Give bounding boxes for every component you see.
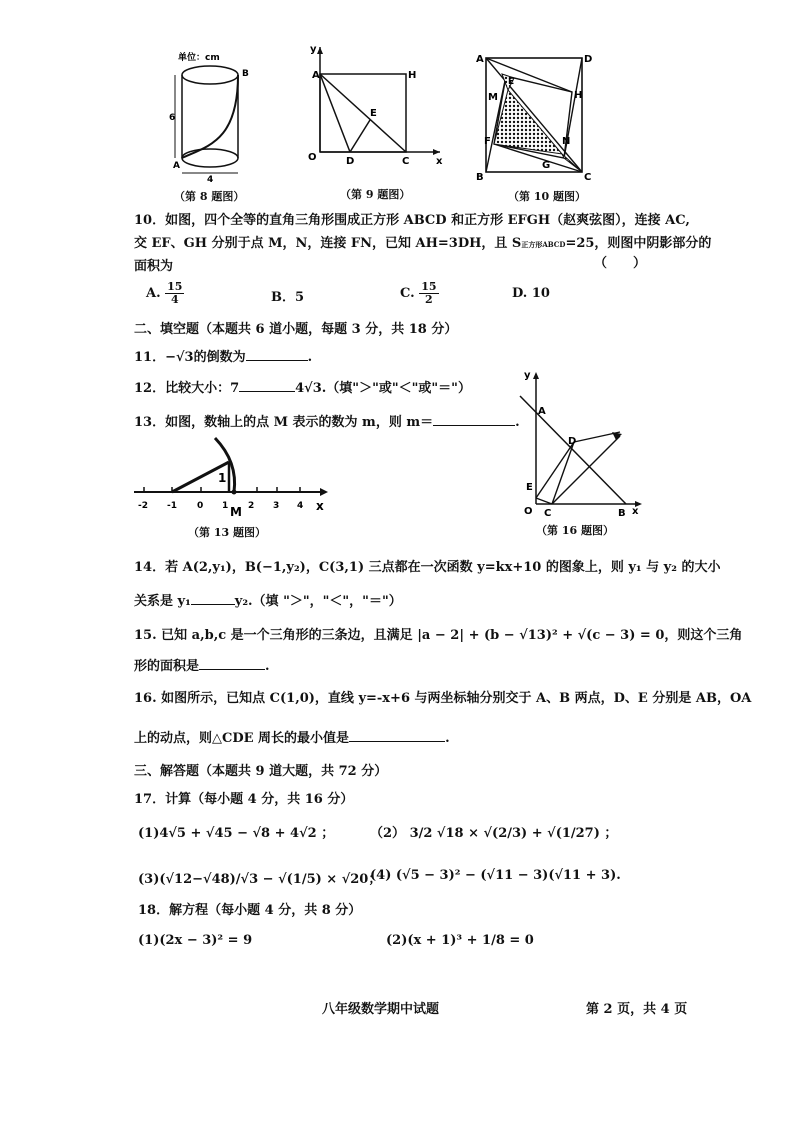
q10-option-a — [146, 281, 184, 306]
fig13-tick-4: 2 — [248, 501, 255, 511]
fig16-x: x — [632, 506, 639, 517]
fig9-o: O — [308, 152, 317, 163]
q10-line2-sub: 正方形ABCD — [521, 240, 566, 249]
q16-line2 — [134, 727, 450, 746]
fig16-a: A — [538, 406, 546, 417]
fig13-one: 1 — [218, 471, 227, 485]
q16-answer-blank[interactable] — [349, 741, 445, 742]
q10-line2-text: 交 EF、GH 分别于点 M，N，连接 FN，已知 AH=3DH，且 S — [134, 236, 522, 251]
q10-option-c-fraction — [419, 281, 438, 306]
fig10-b: B — [476, 172, 484, 183]
zhao-shuang-diagram — [472, 48, 602, 188]
q13-text: 13．如图，数轴上的点 M 表示的数为 m，则 m＝ — [134, 415, 434, 430]
fig10-d: D — [584, 54, 593, 65]
q10-option-c-label: C. — [400, 286, 415, 301]
q11-answer-blank[interactable] — [246, 360, 308, 361]
q12-mid: 4√3 — [295, 381, 322, 396]
fig10-f: F — [484, 136, 491, 147]
figure-10 — [472, 48, 602, 208]
fig16-y: y — [524, 370, 531, 381]
q14-line2 — [134, 590, 402, 609]
fig13-tick-2: 0 — [197, 501, 204, 511]
q18-part2: (2)(x + 1)³ + 1/8 = 0 — [386, 933, 534, 948]
coordinate-diagram-9 — [300, 42, 450, 192]
figure-9 — [300, 42, 450, 207]
fig8-height: 6 — [169, 113, 176, 123]
fig13-tick-6: 4 — [297, 501, 304, 511]
q10-line2 — [134, 232, 711, 251]
fig9-caption: （第 9 题图） — [340, 188, 411, 201]
q10-option-c — [400, 281, 439, 306]
q12-answer-blank[interactable] — [239, 391, 295, 392]
q12 — [134, 377, 471, 396]
footer-title: 八年级数学期中试题 — [322, 1002, 440, 1017]
fig9-a: A — [312, 70, 320, 81]
fig13-tick-0: -2 — [138, 501, 148, 511]
q12-post: .（填"＞"或"＜"或"＝"） — [321, 381, 471, 396]
q17-part3: (3)(√12−√48)/√3 − √(1/5) × √20； — [138, 872, 382, 887]
fig13-caption: （第 13 题图） — [188, 526, 266, 539]
number-line-diagram — [130, 432, 340, 522]
q16-line1: 16. 如图所示，已知点 C(1,0)，直线 y=-x+6 与两坐标轴分别交于 A、B 两点，D、E 分别是 AB，OA — [134, 691, 752, 706]
q13-end: . — [515, 415, 520, 430]
fig9-h: H — [408, 70, 417, 81]
fig16-caption: （第 16 题图） — [536, 524, 614, 537]
q17-part4: (4) (√5 − 3)² − (√11 − 3)(√11 + 3). — [370, 868, 621, 883]
fig13-tick-3: 1 — [222, 501, 229, 511]
q14-line1: 14．若 A(2,y₁)，B(−1,y₂)，C(3,1) 三点都在一次函数 y=kx+10 的图象上，则 y₁ 与 y₂ 的大小 — [134, 560, 721, 575]
q12-pre: 12．比较大小：7 — [134, 381, 240, 396]
section-2-heading: 二、填空题（本题共 6 道小题，每题 3 分，共 18 分） — [134, 322, 458, 337]
fig16-b: B — [618, 508, 626, 518]
q18-title: 18．解方程（每小题 4 分，共 8 分） — [138, 903, 362, 918]
q10-line3: 面积为 — [134, 259, 174, 274]
q15-line1: 15. 已知 a,b,c 是一个三角形的三条边，且满足 |a − 2| + (b − √13)² + √(c − 3) = 0，则这个三角 — [134, 628, 743, 643]
q10-option-d: D. 10 — [512, 286, 550, 301]
q15-line2 — [134, 655, 270, 674]
q16-line2-text: 上的动点，则△CDE 周长的最小值是 — [134, 731, 350, 746]
fig13-tick-1: -1 — [167, 501, 177, 511]
q11 — [134, 346, 312, 365]
fig16-c: C — [544, 508, 552, 518]
q10-option-a-den: 4 — [170, 293, 179, 306]
fig9-x: x — [436, 156, 443, 167]
fig10-m: M — [488, 92, 498, 103]
fig8-caption: （第 8 题图） — [174, 190, 245, 203]
q14-answer-blank[interactable] — [191, 604, 235, 605]
fig13-x: x — [316, 499, 324, 513]
q10-option-a-label: A. — [146, 286, 161, 301]
q10-paren: （ ） — [594, 256, 647, 271]
fig16-d: D — [568, 436, 577, 447]
q13-answer-blank[interactable] — [433, 425, 515, 426]
fig8-width: 4 — [207, 175, 214, 185]
fig9-e: E — [370, 108, 377, 119]
fig10-a: A — [476, 54, 484, 65]
fig10-e: E — [508, 77, 515, 87]
footer-page-number: 第 2 页，共 4 页 — [586, 1002, 688, 1017]
section-3-heading: 三、解答题（本题共 9 道大题，共 72 分） — [134, 764, 388, 779]
fig8-label-b: B — [242, 69, 249, 79]
q10-option-b: B．5 — [271, 290, 305, 305]
fig16-e: E — [526, 482, 533, 493]
q13 — [134, 411, 520, 430]
q11-pre: 11．−√3 — [134, 350, 194, 365]
q18-part1: (1)(2x − 3)² = 9 — [138, 933, 253, 948]
fig10-caption: （第 10 题图） — [508, 190, 586, 203]
q15-line2-text: 形的面积是 — [134, 659, 200, 674]
fig9-c: C — [402, 156, 410, 167]
cylinder-diagram — [168, 46, 268, 206]
fig8-label-a: A — [173, 161, 180, 171]
figure-13 — [130, 432, 340, 544]
fig9-y: y — [310, 44, 317, 55]
q17-part1: (1)4√5 + √45 − √8 + 4√2 ； — [138, 826, 335, 841]
q10-line2-end: =25，则图中阴影部分的 — [565, 236, 712, 251]
fig8-unit: 单位：cm — [178, 53, 220, 63]
q14-line2-pre: 关系是 y₁ — [134, 594, 191, 609]
q17-part2: （2） 3/2 √18 × √(2/3) + √(1/27) ； — [370, 826, 618, 841]
figure-16 — [516, 370, 646, 542]
fig13-m: M — [230, 505, 242, 519]
fig10-g: G — [542, 160, 551, 171]
fig16-o: O — [524, 506, 533, 517]
q17-title: 17．计算（每小题 4 分，共 16 分） — [134, 792, 354, 807]
coordinate-diagram-16 — [516, 370, 646, 518]
fig10-n: N — [562, 136, 571, 147]
q14-line2-mid: y₂.（填 "＞"，"＜"，"＝"） — [234, 594, 402, 609]
q10-option-c-num: 15 — [421, 280, 437, 293]
q10-option-a-num: 15 — [167, 280, 183, 293]
fig10-c: C — [584, 172, 592, 183]
q11-post: 的倒数为 — [193, 350, 246, 365]
q16-end: . — [445, 731, 450, 746]
q15-end: . — [265, 659, 270, 674]
fig10-h: H — [574, 90, 583, 101]
figure-8 — [168, 46, 268, 206]
q10-option-a-fraction — [165, 281, 184, 306]
fig13-tick-5: 3 — [273, 501, 280, 511]
q10-option-c-den: 2 — [425, 293, 433, 306]
q10-line1: 10．如图，四个全等的直角三角形围成正方形 ABCD 和正方形 EFGH（赵爽弦图），连接 AC, — [134, 213, 690, 228]
q11-end: . — [307, 350, 313, 365]
fig9-d: D — [346, 156, 355, 167]
q15-answer-blank[interactable] — [199, 669, 265, 670]
